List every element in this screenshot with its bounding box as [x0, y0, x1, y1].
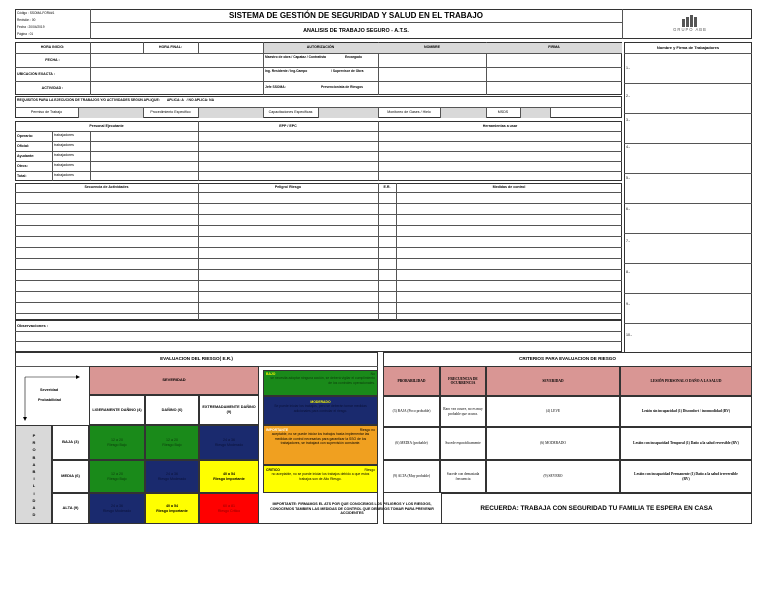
company-logo [640, 13, 740, 35]
trabajador-num: 7.- [626, 239, 631, 243]
sev-col-ligeramente: LIGERAMENTE DAÑINO (4) [89, 395, 145, 425]
crit-header-lesion: LESIÓN PERSONAL O DAÑO A LA SALUD [620, 366, 752, 396]
req-capacitaciones-check[interactable] [319, 108, 377, 117]
crit-freq-baja: Raro vez ocurre, no es muy probable que ocurra. [440, 396, 486, 427]
trabajador-num: 3.- [626, 118, 631, 122]
total-value[interactable]: trabajadores [54, 173, 74, 177]
req-capacitaciones: Capacitaciones Especificas [268, 110, 313, 115]
trabajador-num: 10.- [626, 333, 633, 337]
trabajador-num: 2.- [626, 94, 631, 98]
legend-critico: CRITICO Riesgo no aceptable, no se puede iniciar los trabajos debido a que estos trabajos son de Alto Riesgo. [263, 465, 378, 493]
risk-cell-media-danino: 24 a 36 Riesgo Moderado [145, 460, 199, 493]
trabajador-num: 9.- [626, 302, 631, 306]
probabilidad-letters: P R O B A B I L I D A D [32, 433, 36, 518]
req-msds: MSDS [497, 110, 509, 115]
peligro-header: Peligro/ Riesgo [274, 185, 302, 190]
req-permiso: Permiso de Trabajo [30, 110, 63, 115]
fecha-label: FECHA : [45, 57, 60, 62]
crit-sev-moderado: (6) MODERADO [486, 427, 620, 460]
trabajadores-header: Nombre y Firma de Trabajadores [656, 45, 720, 50]
risk-cell-media-ligero: 12 a 20 Riesgo Bajo [89, 460, 145, 493]
trabajador-num: 5.- [626, 176, 631, 180]
hora-final-label: HORA FINAL: [158, 45, 183, 50]
safety-slogan: RECUERDA: TRABAJA CON SEGURIDAD TU FAMILIA TE ESPERA EN CASA [441, 493, 752, 524]
req-procedimiento: Procedimiento Especifico [150, 110, 191, 115]
auth-row-1: Maestro de obra / Capataz / Contratista Encargado [265, 55, 363, 59]
firma-input-1[interactable] [487, 54, 621, 66]
ayudante-value[interactable]: trabajadores [54, 153, 74, 157]
risk-cell-baja-danino: 12 a 20 Riesgo Bajo [145, 425, 199, 460]
actividad-input[interactable] [91, 82, 262, 94]
auth-row-2: Ing. Residente / Ing.Campo / Supervisor de Obra [265, 69, 364, 73]
secuencia-header: Secuencia de Actividades [84, 185, 129, 190]
crit-header-probabilidad: PROBABILIDAD [383, 366, 440, 396]
nombre-header: NOMBRE [424, 45, 440, 50]
page-subtitle: ANALISIS DE TRABAJO SEGURO - A.T.S. [303, 27, 409, 34]
personal-header: Personal Ejecutante [89, 123, 124, 128]
risk-cell-baja-extremo: 24 a 36 Riesgo Moderado [199, 425, 259, 460]
oficial-value[interactable]: trabajadores [54, 143, 74, 147]
req-procedimiento-check[interactable] [199, 108, 262, 117]
crit-prob-baja: (3) BAJA (Poco probable) [383, 396, 440, 427]
hora-inicio-input[interactable] [91, 43, 142, 52]
ayudante-label: Ayudante: [17, 154, 35, 158]
req-permiso-check[interactable] [79, 108, 142, 117]
req-msds-check[interactable] [521, 108, 549, 117]
crit-lesion-3: Lesión con incapacidad Permanente (1) Daño a la salud irreversible (RV) [620, 460, 752, 493]
legend-bajo: BAJO No se necesita adoptar ninguna acción, se deberá vigilar el cumplimiento de los controles operacionales. [263, 370, 378, 396]
trabajador-num: 8.- [626, 270, 631, 274]
criterios-title: CRITERIOS PARA EVALUACION DE RIESGO [519, 356, 616, 362]
ubicacion-label: UBICACIÓN EXACTA : [17, 72, 55, 76]
risk-cell-alta-ligero: 24 a 36 Riesgo Moderado [89, 493, 145, 524]
prob-row-alta: ALTA (9) [52, 493, 89, 524]
severidad-axis-label: Severidad [40, 388, 59, 392]
actividad-label: ACTIVIDAD : [41, 85, 64, 90]
hora-final-input[interactable] [199, 43, 262, 52]
sev-col-danino: DAÑINO (6) [145, 395, 199, 425]
logo-text: GRUPO ABB [673, 27, 707, 32]
crit-prob-alta: (9) ALTA (Muy probable) [383, 460, 440, 493]
risk-cell-media-extremo: 40 a 54 Riesgo Importante [199, 460, 259, 493]
trabajador-num: 4.- [626, 145, 631, 149]
crit-freq-media: Sucede esporádicamente [440, 427, 486, 460]
probabilidad-axis-label: Probabilidad [38, 398, 61, 402]
crit-freq-alta: Sucede con demasiada frecuencia [440, 460, 486, 493]
risk-cell-baja-ligero: 12 a 20 Riesgo Bajo [89, 425, 145, 460]
matrix-axis [16, 367, 89, 425]
firma-header: FIRMA [548, 45, 560, 50]
oficial-label: Oficial: [17, 144, 30, 148]
crit-sev-severo: (9) SEVERO [486, 460, 620, 493]
observaciones-input[interactable] [60, 321, 620, 351]
crit-sev-leve: (4) LEVE [486, 396, 620, 427]
matrix-title: EVALUACION DEL RIESGO( E.R.) [160, 356, 233, 362]
legend-importante: IMPORTANTE Riesgo no aceptable, no se puede iniciar los trabajos hasta implementar las medidas de control necesarias para garantizar la SSO de los trabajadores, se trabajará con supervisión constante. [263, 425, 378, 465]
trabajador-num: 6.- [626, 207, 631, 211]
trabajadores-frame [624, 42, 752, 353]
fecha-input[interactable] [91, 54, 262, 66]
crit-header-frecuencia: FRECUENCIA DE OCURRENCIA [440, 366, 486, 396]
operario-value[interactable]: trabajadores [54, 133, 74, 137]
otros-value[interactable]: trabajadores [54, 163, 74, 167]
prob-row-baja: BAJA (3) [52, 425, 89, 460]
legend-moderado: MODERADO Se puede iniciar los trabajos, pero se deberán tomar medidas adicionales para controlar el riesgo. [263, 396, 378, 425]
crit-lesion-2: Lesión con incapacidad Temporal (1) Daño a la salud reversible (RV) [620, 427, 752, 460]
er-header: E.R. [383, 185, 391, 190]
requisitos-text: REQUISITOS PARA LA EJECUCIÓN DE TRABAJOS Y/O ACTIVIDADES SEGÚN APLIQUE: APLICA: A / NO APLICA: NA [17, 98, 215, 102]
sev-col-extremadamente: EXTREMADAMENTE DAÑINO (9) [199, 395, 259, 425]
epp-header: EPP / EPC [279, 123, 297, 128]
operario-label: Operario: [17, 134, 34, 138]
req-monitoreo-check[interactable] [441, 108, 485, 117]
severidad-header: SEVERIDAD [89, 366, 259, 395]
ubicacion-input[interactable] [91, 68, 262, 80]
observaciones-label: Observaciones : [17, 323, 49, 328]
nombre-input-1[interactable] [379, 54, 485, 66]
risk-cell-alta-extremo: 60 a 81 Riesgo Critico [199, 493, 259, 524]
req-monitoreo: Monitoreo de Gases / Hielo [387, 110, 431, 115]
crit-prob-media: (6) MEDIA (probable) [383, 427, 440, 460]
total-label: Total: [17, 174, 27, 178]
medidas-header: Medidas de control [492, 185, 526, 190]
hora-inicio-label: HORA INICIO: [40, 45, 65, 50]
otros-label: Otros: [17, 164, 28, 168]
form-codes: Código : SSOMA-FOR##1 Revisión : 00 Fecha : 20/04/2019 Página : 01 [17, 11, 55, 36]
autorizacion-header: AUTORIZACIÓN [306, 45, 335, 50]
page-title: SISTEMA DE GESTIÓN DE SEGURIDAD Y SALUD EN EL TRABAJO [229, 11, 483, 20]
auth-row-3: Jefe SSOMA: Prevencionista de Riesgos [265, 85, 363, 89]
risk-cell-alta-danino: 40 a 54 Riesgo Importante [145, 493, 199, 524]
tools-header: Herramientas a usar [482, 123, 518, 128]
crit-lesion-1: Lesión sin incapacidad (1) Disconfort / incomodidad (RV) [620, 396, 752, 427]
prob-row-media: MEDIA (6) [52, 460, 89, 493]
firma-warning: IMPORTANTE: FIRMAMOS EL ATS POR QUE CONOCEMOS LOS PELIGROS Y LOS RIESGOS, CONOCEMOS TAMBIEN LAS MEDIDAS DE CONTROL QUE DEBEMOS TOMAR PARA PREVENIR ACCIDENTES [270, 502, 434, 516]
trabajador-num: 1.- [626, 66, 631, 70]
crit-header-severidad: SEVERIDAD [486, 366, 620, 396]
